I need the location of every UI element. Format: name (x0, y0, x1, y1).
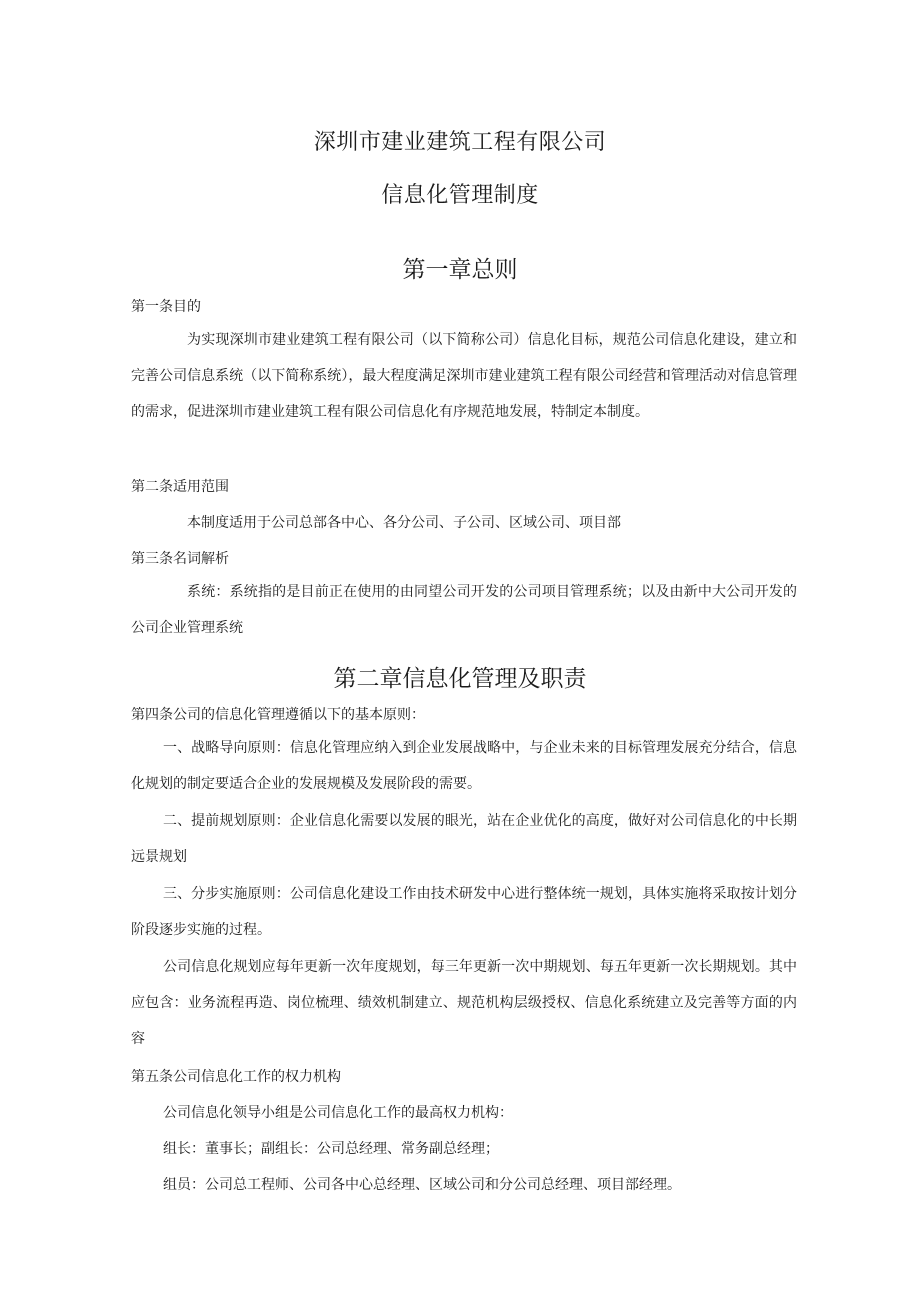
planning-cycle-text: 公司信息化规划应每年更新一次年度规划，每三年更新一次中期规划、每五年更新一次长期规划。其中应包含：业务流程再造、岗位梳理、绩效机制建立、规范机构层级授权、信息化系统建立及完善等方面的内容 (131, 959, 797, 1047)
article-2-heading: 第二条适用范围 (131, 479, 229, 495)
principle-strategy: 一、战略导向原则：信息化管理应纳入到企业发展战略中，与企业未来的目标管理发展充分结合，信息化规划的制定要适合企业的发展规模及发展阶段的需要。 (131, 740, 797, 792)
article-1-text: 为实现深圳市建业建筑工程有限公司（以下简称公司）信息化目标，规范公司信息化建设，建立和完善公司信息系统（以下简称系统），最大程度满足深圳市建业建筑工程有限公司经营和管理活动对信息管理的需求，促进深圳市建业建筑工程有限公司信息化有序规范地发展，特制定本制度。 (131, 332, 797, 420)
member-roles-text: 组员：公司总工程师、公司各中心总经理、区域公司和分公司总经理、项目部经理。 (163, 1177, 681, 1193)
article-2-text: 本制度适用于公司总部各中心、各分公司、子公司、区域公司、项目部 (187, 515, 621, 531)
chapter-1-title: 第一章总则 (402, 257, 518, 283)
article-5-heading: 第五条公司信息化工作的权力机构 (131, 1069, 341, 1085)
leadership-group-text: 公司信息化领导小组是公司信息化工作的最高权力机构： (163, 1105, 513, 1121)
principle-advance-planning: 二、提前规划原则：企业信息化需要以发展的眼光，站在企业优化的高度，做好对公司信息化的中长期远景规划 (131, 813, 797, 865)
company-title: 深圳市建业建筑工程有限公司 (313, 130, 607, 155)
chapter-2-title: 第二章信息化管理及职责 (333, 666, 587, 692)
article-4-heading: 第四条公司的信息化管理遵循以下的基本原则： (131, 707, 425, 723)
article-1-heading: 第一条目的 (131, 299, 201, 315)
leader-roles-text: 组长：董事长；副组长：公司总经理、常务副总经理； (163, 1141, 499, 1157)
article-3-heading: 第三条名词解析 (131, 551, 229, 567)
article-3-text: 系统：系统指的是目前正在使用的由同望公司开发的公司项目管理系统；以及由新中大公司开发的公司企业管理系统 (131, 584, 797, 636)
principle-step-implementation: 三、分步实施原则：公司信息化建设工作由技术研发中心进行整体统一规划，具体实施将采取按计划分阶段逐步实施的过程。 (131, 886, 797, 938)
document-title: 信息化管理制度 (381, 183, 539, 208)
